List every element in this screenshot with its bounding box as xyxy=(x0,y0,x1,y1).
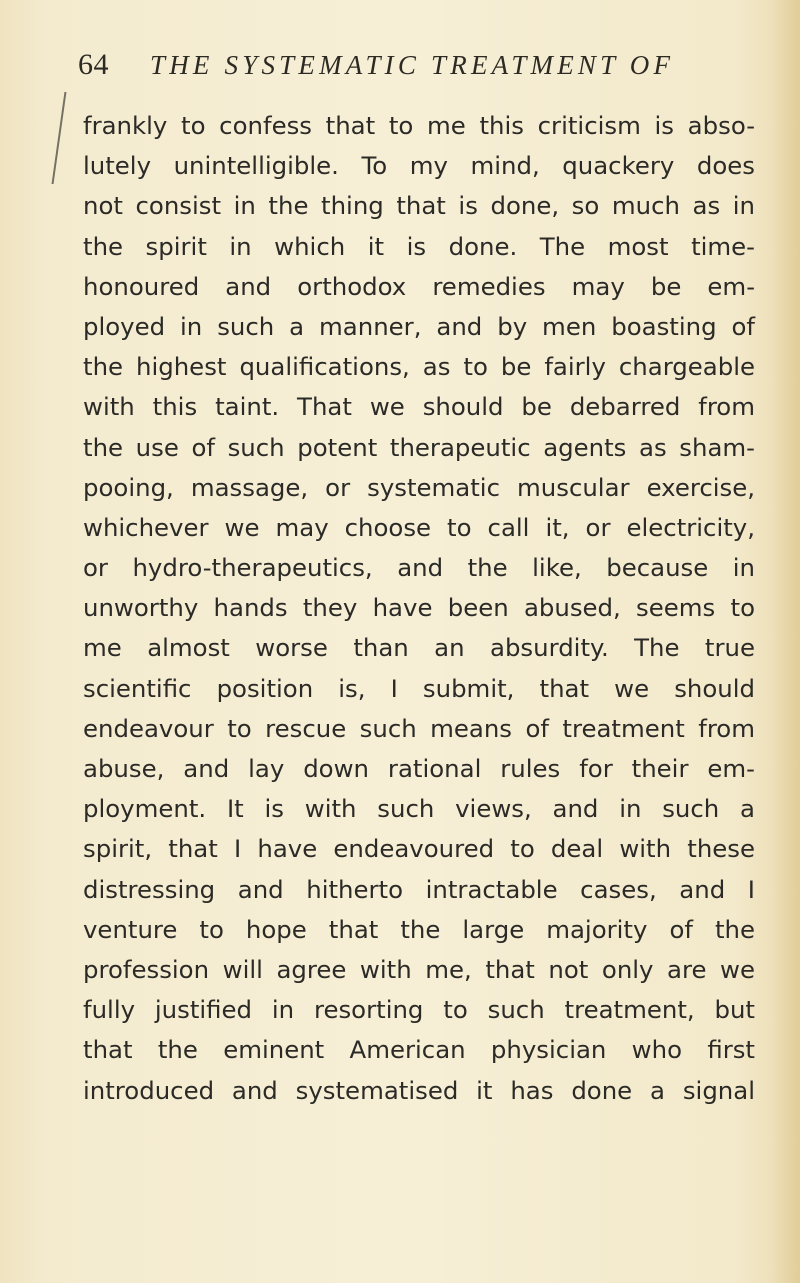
text-line: ployed in such a manner, and by men boasting of xyxy=(83,311,755,341)
text-line: honoured and orthodox remedies may be em- xyxy=(83,271,755,301)
text-line: fully justified in resorting to such treatment, but xyxy=(83,995,755,1025)
text-line: with this taint. That we should be debarred from xyxy=(83,392,755,422)
page-edge-shading xyxy=(772,0,800,1283)
text-line: distressing and hitherto intractable cases, and I xyxy=(83,874,755,904)
text-line: whichever we may choose to call it, or electricity, xyxy=(83,512,755,542)
text-line: venture to hope that the large majority of the xyxy=(83,914,755,944)
running-title: THE SYSTEMATIC TREATMENT OF xyxy=(150,50,675,80)
text-line: ployment. It is with such views, and in such a xyxy=(83,794,755,824)
body-text xyxy=(83,106,755,1111)
text-line: scientific position is, I submit, that we should xyxy=(83,673,755,703)
text-line: introduced and systematised it has done a signal xyxy=(83,1075,755,1105)
text-line: spirit, that I have endeavoured to deal with these xyxy=(83,834,755,864)
text-line: not consist in the thing that is done, so much as in xyxy=(83,191,755,221)
text-line: or hydro-therapeutics, and the like, because in xyxy=(83,553,755,583)
text-line: the highest qualifications, as to be fairly chargeable xyxy=(83,352,755,382)
page-number: 64 xyxy=(78,48,109,81)
text-line: me almost worse than an absurdity. The true xyxy=(83,633,755,663)
page-header xyxy=(78,44,718,84)
text-line: that the eminent American physician who first xyxy=(83,1035,755,1065)
text-line: endeavour to rescue such means of treatment from xyxy=(83,713,755,743)
text-line: abuse, and lay down rational rules for their em- xyxy=(83,754,755,783)
text-line: the use of such potent therapeutic agents as sham- xyxy=(83,432,755,462)
text-line: unworthy hands they have been abused, seems to xyxy=(83,593,755,623)
text-line: frankly to confess that to me this criticism is abso- xyxy=(83,111,755,140)
text-line: pooing, massage, or systematic muscular exercise, xyxy=(83,472,755,502)
text-line: profession will agree with me, that not only are we xyxy=(83,954,755,984)
margin-pencil-mark xyxy=(52,92,70,184)
text-line: lutely unintelligible. To my mind, quackery does xyxy=(83,151,755,181)
text-line: the spirit in which it is done. The most time- xyxy=(83,231,755,261)
